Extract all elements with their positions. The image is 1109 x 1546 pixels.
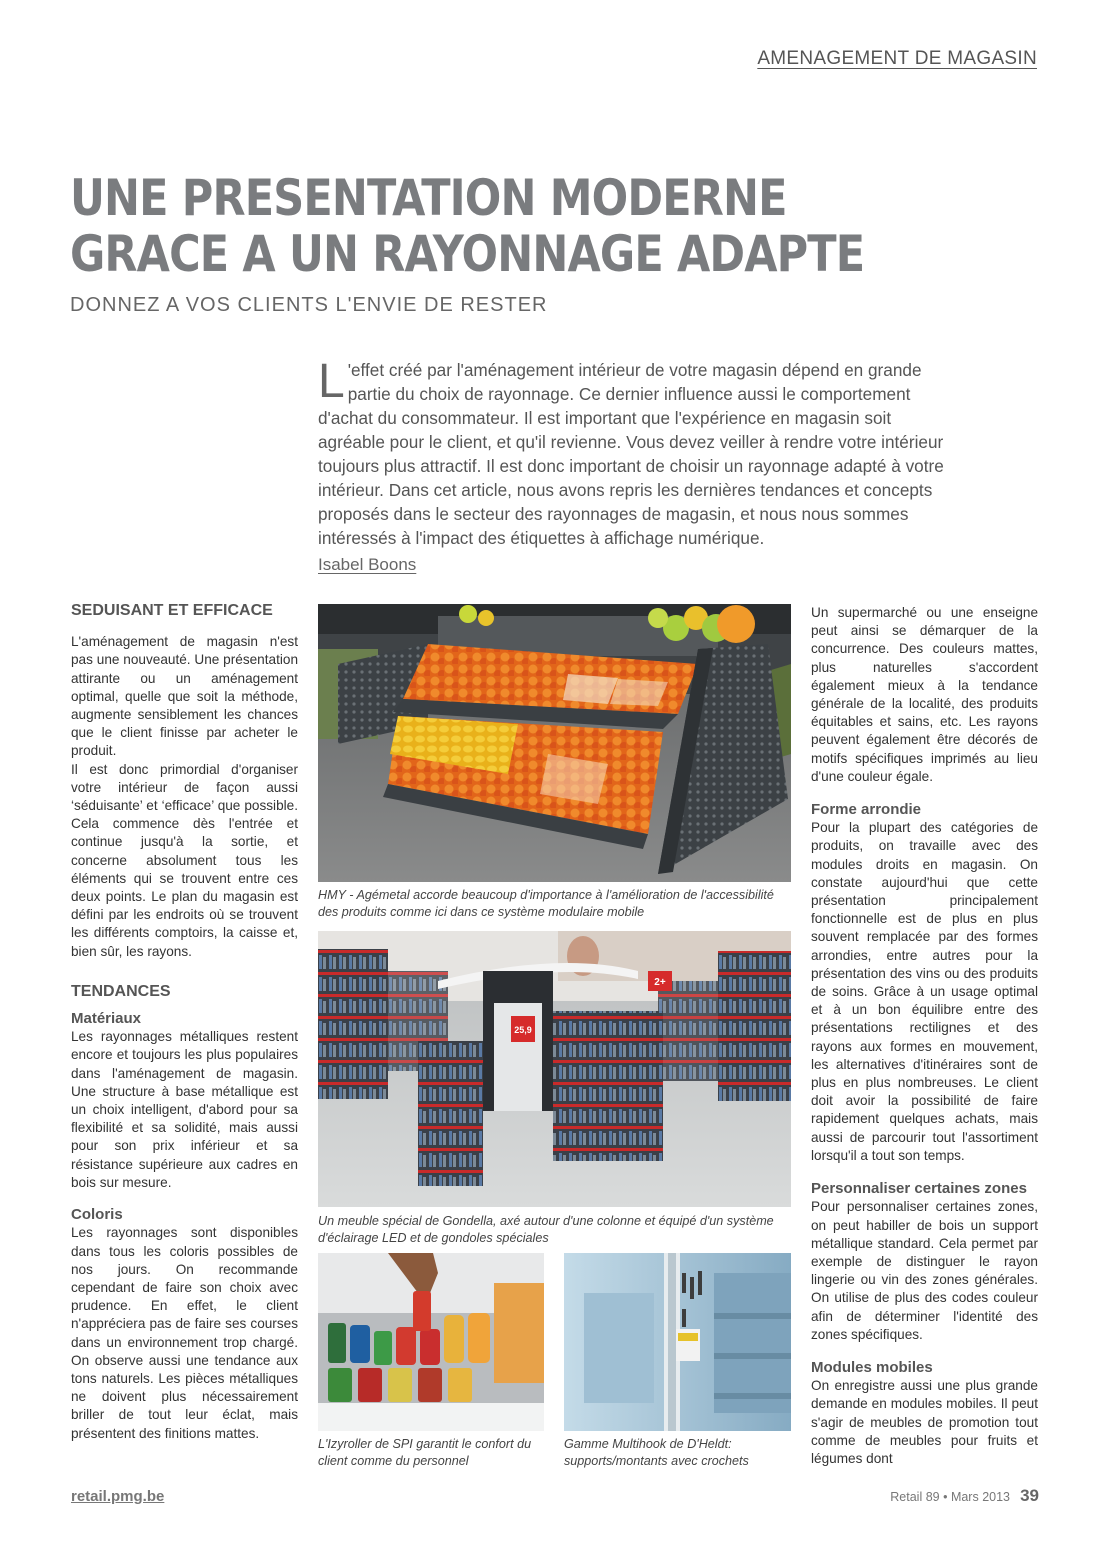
caption-photo-3: L'Izyroller de SPI garantit le confort du client comme du personnel	[318, 1437, 532, 1468]
heading-seduisant: SEDUISANT ET EFFICACE	[71, 602, 273, 619]
multihook-illustration	[564, 1253, 791, 1431]
subheading-coloris: Coloris	[71, 1206, 123, 1224]
lead-text: 'effet créé par l'aménagement intérieur de votre magasin dépend en grande partie du choix de rayonnage. Ce dernier influence aussi le comportement d'achat du consommateur. Il est important que l'expérience en magasin soit agréable pour le client, et qu'il revienne. Vous devez veiller à rendre votre intérieur toujours plus attractif. Il est donc important de choisir un rayonnage adapté à votre intérieur. Dans cet article, nous avons repris les dernières tendances et concepts proposés dans le secteur des rayonnages de magasin, et nous nous sommes intéressés à l'impact des étiquettes à affichage numérique.	[318, 360, 944, 548]
paragraph: On enregistre aussi une plus grande demande en modules mobiles. Il peut s'agir de meubles de promotion tout comme de meubles pour fruits et légumes dont	[811, 1378, 1038, 1466]
drop-cap: L	[318, 355, 345, 408]
caption-photo-2: Un meuble spécial de Gondella, axé autour d'une colonne et équipé d'un système d'éclairage LED et de gondoles spéciales	[318, 1214, 774, 1245]
caption-photo-4: Gamme Multihook de D'Heldt: supports/montants avec crochets	[564, 1437, 749, 1468]
promo-sign-text: 2+	[654, 977, 666, 988]
paragraph: Les rayonnages métalliques restent encore et toujours les plus populaires dans l'aménagement de magasin. Une structure à base métallique est un choix intelligent, d'abord pour sa flexibilité et sa solidité, mais aussi pour son prix inférieur et sa résistance supérieure aux cadres en bois sur mesure.	[71, 1029, 298, 1190]
article-subtitle: DONNEZ A VOS CLIENTS L'ENVIE DE RESTER	[70, 294, 548, 316]
photo-fruit-display	[318, 604, 791, 882]
title-line-2: GRACE A UN RAYONNAGE ADAPTE	[70, 225, 865, 283]
paragraph: Les rayonnages sont disponibles dans tous les coloris possibles de nos jours. On recommande cependant de faire son choix avec prudence. En effet, le client n'appréciera pas de faire ses courses dans un environnement trop chargé. On observe aussi une tendance aux tons naturels. Les pièces métalliques ne doivent plus nécessairement briller de tout leur éclat, mais présentent des finitions mattes.	[71, 1225, 298, 1441]
left-column	[71, 602, 298, 1443]
subheading-personnaliser: Personnaliser certaines zones	[811, 1180, 1027, 1198]
paragraph: Un supermarché ou une enseigne peut ainsi se démarquer de la concurrence. Des couleurs mattes, plus naturelles s'accordent également mieux à la tendance générale de la localité, des produits équitables et sains, etc. Les rayons peuvent également être décorés de motifs spécifiques imprimés au lieu d'une couleur égale.	[811, 605, 1038, 784]
paragraph: Il est donc primordial d'organiser votre intérieur de façon aussi ‘séduisante’ et ‘efficace’ que possible. Cela commence dès l'entrée et continue jusqu'à la sortie, et concerne absolument tous les éléments qui se trouvent entre ces deux points. Le plan du magasin est défini par les endroits où se trouvent les différents comptoirs, la caisse et, bien sûr, les rayons.	[71, 761, 298, 959]
lead-paragraph	[318, 355, 958, 550]
photo-izyroller	[318, 1253, 544, 1431]
subheading-forme-arrondie: Forme arrondie	[811, 801, 922, 819]
section-header: AMENAGEMENT DE MAGASIN	[757, 48, 1037, 69]
gondola-illustration	[318, 931, 791, 1207]
footer-issue: Retail 89 • Mars 2013	[890, 1490, 1010, 1504]
photo-gondola	[318, 931, 791, 1207]
article-title	[70, 170, 887, 282]
footer-website-link[interactable]: retail.pmg.be	[71, 1488, 165, 1505]
heading-tendances: TENDANCES	[71, 982, 171, 1000]
price-tag-text: 25,9	[514, 1025, 532, 1035]
page-number: 39	[1020, 1486, 1039, 1505]
izyroller-illustration	[318, 1253, 544, 1431]
paragraph: L'aménagement de magasin n'est pas une nouveauté. Une présentation attirante ou un aménagement optimal, quelle que soit la méthode, augmente sensiblement les chances que le client finisse par acheter le produit.	[71, 634, 298, 759]
author-byline: Isabel Boons	[318, 555, 417, 574]
subheading-modules-mobiles: Modules mobiles	[811, 1358, 933, 1376]
right-column	[811, 604, 1038, 1468]
fruit-display-illustration	[318, 604, 791, 882]
paragraph: Pour la plupart des catégories de produits, on travaille avec des modules droits en magasin. On constate aujourd'hui que cette présentation principalement fonctionnelle est de plus en plus souvent remplacée par des formes arrondies, entre autres pour la présentation des vins ou des produits de soins. Grâce à un usage optimal et à un bon équilibre entre des présentations rectilignes et des rayons aux formes en mouvement, les alternatives d'itinéraires sont de plus en plus nombreuses. Le client doit avoir la possibilité de faire rapidement quelques achats, mais aussi de parcourir tout l'assortiment lorsqu'il a tout son temps.	[811, 820, 1038, 1163]
paragraph: Pour personnaliser certaines zones, on peut habiller de bois un support métallique standard. Cela permet par exemple de distinguer le rayon lingerie ou vin des zones générales. On utilise de plus des codes couleur afin de déterminer l'identité des zones spécifiques.	[811, 1199, 1038, 1342]
caption-photo-1: HMY - Agémetal accorde beaucoup d'importance à l'amélioration de l'accessibilité des produits comme ici dans ce système modulaire mobile	[318, 888, 774, 919]
title-line-1: UNE PRESENTATION MODERNE	[70, 169, 787, 227]
subheading-materiaux: Matériaux	[71, 1010, 142, 1028]
photo-multihook	[564, 1253, 791, 1431]
